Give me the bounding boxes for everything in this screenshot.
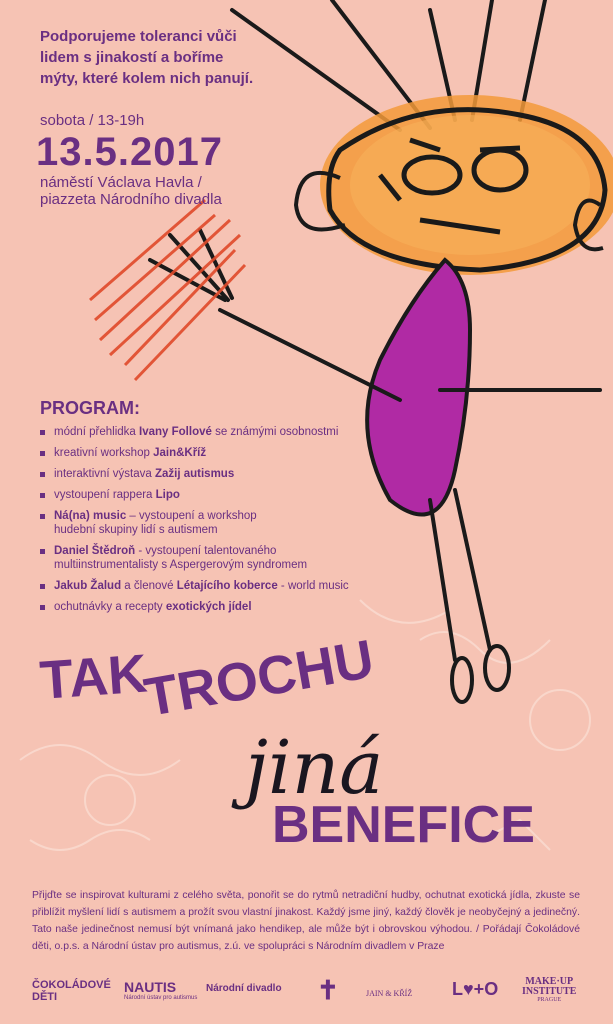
event-date: 13.5.2017	[36, 130, 223, 174]
intro-line-1: Podporujeme toleranci vůči	[40, 28, 237, 45]
bullet-icon	[40, 451, 45, 456]
program-item: interaktivní výstava Zažij autismus	[40, 467, 380, 481]
program-list	[40, 425, 380, 621]
program-item: Ná(na) music – vystoupení a workshop hudební skupiny lidí s autismem	[40, 509, 380, 537]
intro-statement	[40, 26, 300, 89]
program-item: kreativní workshop Jain&Kříž	[40, 446, 380, 460]
logo-plus-symbol: ✝	[317, 975, 339, 1005]
event-place	[40, 174, 270, 208]
program-title: PROGRAM:	[40, 398, 140, 418]
body-scribble	[367, 260, 470, 515]
intro-line-2: lidem s jinakostí a boříme	[40, 49, 224, 66]
program-item: vystoupení rappera Lipo	[40, 488, 380, 502]
title-word-tak: TAK	[38, 643, 149, 711]
program-item: ochutnávky a recepty exotických jídel	[40, 600, 380, 614]
logo-narodni-divadlo: Národní divadlo	[206, 983, 282, 994]
bullet-icon	[40, 472, 45, 477]
program-item: Jakub Žalud a členové Létajícího koberce - world music	[40, 579, 380, 593]
program-item: módní přehlidka Ivany Follové se známými osobnostmi	[40, 425, 380, 439]
event-place-line-2: piazzeta Národního divadla	[40, 191, 222, 208]
logo-makeup-institute: MAKE·UP INSTITUTE PRAGUE	[522, 976, 577, 1003]
title-word-benefice: BENEFICE	[272, 796, 535, 854]
logo-nautis: NAUTIS Národní ústav pro autismus	[124, 979, 198, 1001]
title-word-jina: jiná	[245, 725, 384, 811]
bullet-icon	[40, 514, 45, 519]
logo-loto: L♥+O	[452, 979, 499, 999]
logo-cokoladove-deti: ČOKOLÁDOVÉ DĚTI	[32, 979, 111, 1003]
bullet-icon	[40, 584, 45, 589]
legs	[430, 490, 509, 702]
bullet-icon	[40, 430, 45, 435]
bullet-icon	[40, 549, 45, 554]
description-paragraph: Přijďte se inspirovat kulturami z celého světa, ponořit se do rytmů netradiční hudby, ochutnat exotická jídla, zkuste se přiblížit myšlení lidí s autismem a prožít svou vlastní jinakost. Každý jsme jiný, každý člověk je neobyčejný a jedinečný. Tato naše jedinečnost nemusí být vnímaná jako hendikep, ale může být i obrovskou výhodou. / Pořádají Čokoládové děti, o.p.s. a Národní ústav pro autismus, z.ú. ve spolupráci s Národním divadlem v Praze	[32, 890, 580, 952]
event-time: sobota / 13-19h	[40, 112, 145, 129]
bullet-icon	[40, 605, 45, 610]
partner-logos	[32, 977, 582, 1017]
head-scribble	[320, 95, 613, 275]
event-place-line-1: náměstí Václava Havla /	[40, 174, 202, 191]
intro-line-3: mýty, které kolem nich panují.	[40, 70, 254, 87]
title-word-trochu: TROCHU	[140, 628, 379, 729]
program-item: Daniel Štědroň - vystoupení talentovaného multiinstrumentalisty s Aspergerovým syndromem	[40, 544, 380, 572]
bullet-icon	[40, 493, 45, 498]
logo-jain-kriz: JAIN & KŘÍŽ	[366, 989, 413, 998]
red-crayon-scribble	[90, 200, 245, 380]
